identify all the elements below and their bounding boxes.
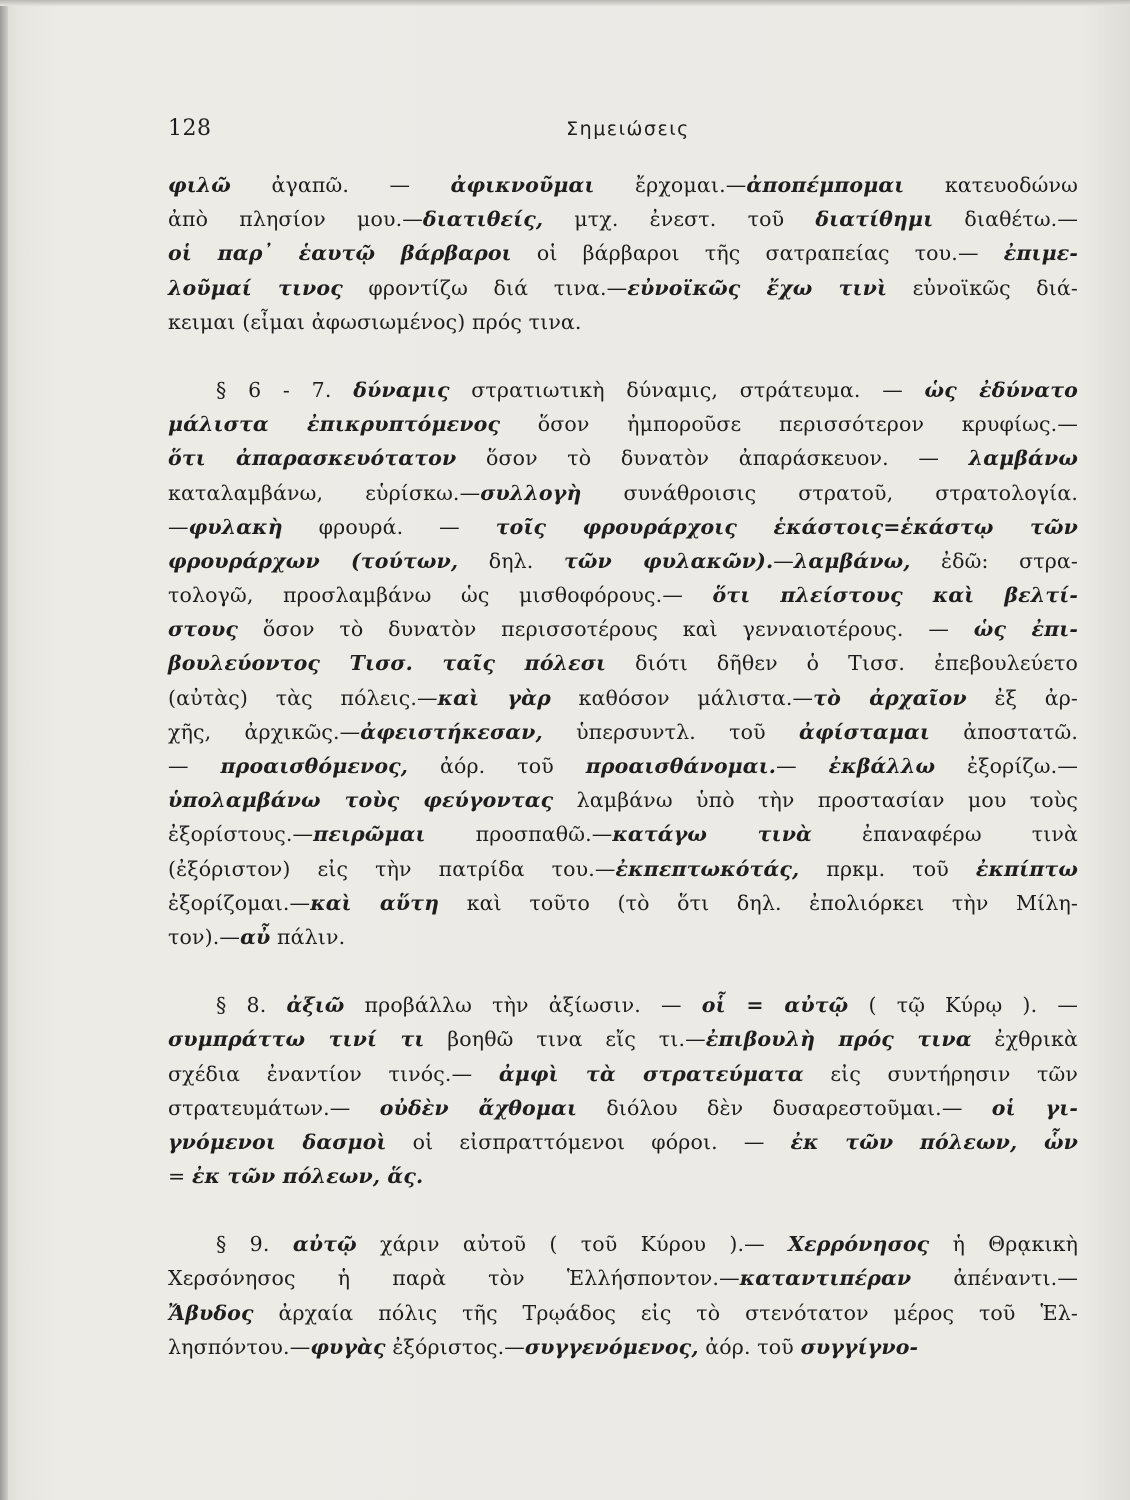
lemma-term: πειρῶμαι (313, 822, 426, 847)
lemma-term: φρουράρχων (τούτων, (168, 548, 459, 573)
lemma-term: κατάγω τινὰ (612, 822, 812, 847)
lemma-term: καὶ γὰρ (437, 685, 551, 710)
text-line (168, 1057, 1078, 1091)
lemma-term: λαμβάνω, (793, 548, 911, 573)
gloss-text: ὅσον τὸ δυνατὸν ἀπαράσκευον. — (456, 446, 969, 471)
gloss-text: = (168, 1164, 192, 1189)
lemma-term: ἐπιβουλὴ πρός τινα (705, 1027, 972, 1052)
text-line (168, 783, 1078, 817)
gloss-text: — (168, 514, 189, 539)
lemma-term: ἀφίσταμαι (799, 719, 930, 744)
lemma-term: συμπράττω τινί τι (168, 1027, 425, 1052)
lemma-term: διατιθείς, (422, 207, 544, 232)
lemma-term: οὐδὲν ἄχθομαι (379, 1095, 578, 1120)
text-line (168, 852, 1078, 886)
lemma-term: ἐπιμε- (1003, 241, 1078, 266)
gloss-text: ἀρχαία πόλις τῆς Τρῳάδος εἰς τὸ στενότατον μέρος τοῦ Ἑλ- (253, 1300, 1078, 1325)
gloss-text: ἐπαναφέρω τινὰ (812, 822, 1079, 847)
gloss-text: κειμαι (εἶμαι ἀφωσιωμένος) πρός τινα. (168, 309, 582, 334)
gloss-text: § 6 - 7. (216, 377, 354, 402)
gloss-text: λησπόντου.— (168, 1334, 311, 1359)
paragraph (168, 988, 1078, 1193)
gloss-text: βοηθῶ τινα εἴς τι.— (424, 1027, 706, 1052)
text-line (168, 646, 1078, 680)
gloss-text: εὐνοϊκῶς διά- (887, 275, 1078, 300)
text-line (168, 715, 1078, 749)
lemma-term: δύναμις (353, 377, 450, 402)
gloss-text: διότι δῆθεν ὁ Τισσ. ἐπεβουλεύετο (606, 651, 1078, 676)
lemma-term: ἀφειστήκεσαν, (360, 719, 543, 744)
lemma-term: προαισθόμενος, (220, 754, 409, 778)
gloss-text: δηλ. (458, 548, 564, 573)
page-edge-left (0, 0, 8, 1500)
gloss-text: ἐξ ἀρ- (966, 685, 1078, 710)
lemma-term: συγγενόμενος, (524, 1334, 699, 1359)
text-line (168, 476, 1078, 510)
paragraph (168, 168, 1078, 339)
gloss-text: — (168, 754, 221, 778)
page-number: 128 (168, 116, 212, 141)
text-line (168, 886, 1078, 920)
text-line (168, 373, 1078, 407)
lemma-term: ἀποπέμπομαι (746, 173, 905, 197)
gloss-text: καταλαμβάνω, εὑρίσκω.— (168, 480, 481, 505)
lemma-term: ὑπολαμβάνω τοὺς φεύγοντας (168, 788, 554, 813)
paragraph-gap (168, 954, 1078, 988)
lemma-term: τοῖς φρουράρχοις ἑκάστοις=ἑκάστῳ τῶν (495, 514, 1079, 539)
lemma-term: ἐκβάλλω (828, 754, 936, 778)
lemma-term: λαμβάνω (968, 446, 1079, 471)
paragraph (168, 373, 1078, 954)
gloss-text: ἐξορίζω.— (935, 754, 1078, 778)
page-edge-top (0, 0, 1130, 6)
gloss-text: φροντίζω διά τινα.— (342, 275, 628, 300)
lemma-term: τῶν φυλακῶν). (563, 548, 774, 573)
gloss-text: διόλου δὲν δυσαρεστοῦμαι.— (577, 1095, 992, 1120)
gloss-text: Χερσόνησος ἡ παρὰ τὸν Ἑλλήσποντον.— (168, 1266, 740, 1291)
gloss-text: καὶ τοῦτο (τὸ ὅτι δηλ. ἐπολιόρκει τὴν Μίλη- (439, 890, 1078, 915)
gloss-text: ἐξόριστος.— (385, 1334, 525, 1359)
text-line (168, 1091, 1078, 1125)
gloss-text: κατευοδώνω (904, 173, 1078, 197)
gloss-text: — (776, 754, 829, 778)
gloss-text: λαμβάνω ὑπὸ τὴν προστασίαν μου τοὺς (553, 788, 1079, 813)
lemma-term: ἐκ τῶν πόλεων, ὧν (790, 1129, 1078, 1154)
gloss-text: τον).— (168, 924, 241, 949)
lemma-term: Χερρόνησος (788, 1232, 930, 1257)
gloss-text: φρουρά. — (282, 514, 496, 539)
gloss-text: σχέδια ἐναντίον τινός.— (168, 1061, 499, 1086)
gloss-text: ἀπὸ πλησίον μου.— (168, 207, 423, 232)
gloss-text: συνάθροισις στρατοῦ, στρατολογία. (581, 480, 1078, 505)
gloss-text: οἱ εἰσπραττόμενοι φόροι. — (386, 1129, 791, 1154)
gloss-text: (αὐτὰς) τὰς πόλεις.— (168, 685, 438, 710)
text-line (168, 749, 1078, 783)
gloss-text: § 8. (216, 993, 287, 1018)
gloss-text: ἀόρ. τοῦ (408, 754, 586, 778)
gloss-text: — (773, 548, 794, 573)
text-line (168, 202, 1078, 236)
text-line (168, 1330, 1078, 1364)
page-header (168, 116, 1078, 148)
text-line (168, 271, 1078, 305)
lemma-term: ὅτι πλείστους καὶ βελτί- (712, 583, 1078, 608)
text-line (168, 544, 1078, 578)
gloss-text: (ἐξόριστον) εἰς τὴν πατρίδα του.— (168, 856, 616, 881)
lemma-term: φυλακὴ (188, 514, 283, 539)
lemma-term: οἷ = αὐτῷ (701, 993, 849, 1018)
lemma-term: στους (168, 617, 239, 642)
page-body (168, 168, 1078, 1364)
gloss-text: ὅσον τὸ δυνατὸν περισσοτέρους καὶ γενναιοτέρους. — (238, 617, 974, 642)
gloss-text: οἱ βάρβαροι τῆς σατραπείας του.— (511, 241, 1004, 266)
gloss-text: ἡ Θρᾳκικὴ (929, 1232, 1079, 1257)
lemma-term: ἀμφὶ τὰ στρατεύματα (498, 1061, 804, 1086)
lemma-term: μάλιστα ἐπικρυπτόμενος (168, 412, 501, 437)
gloss-text: ἐδῶ: στρα- (910, 548, 1078, 573)
text-line (168, 441, 1078, 475)
text-line (168, 578, 1078, 612)
text-line (168, 988, 1078, 1022)
lemma-term: γνόμενοι δασμοὶ (168, 1129, 387, 1154)
gloss-text: ὑπερσυντλ. τοῦ (542, 719, 800, 744)
gloss-text: προβάλλω τὴν ἀξίωσιν. — (344, 993, 702, 1018)
lemma-term: φυγὰς (310, 1334, 386, 1359)
lemma-term: οἱ γι- (991, 1095, 1079, 1120)
lemma-term: εὐνοϊκῶς ἔχω τινὶ (627, 275, 888, 300)
gloss-text: ( τῷ Κύρῳ ). — (848, 993, 1078, 1018)
text-line (168, 1227, 1078, 1261)
text-line (168, 305, 1078, 339)
paragraph (168, 1227, 1078, 1364)
lemma-term: οἱ παρ᾽ ἑαυτῷ βάρβαροι (168, 241, 512, 266)
lemma-term: αὐτῷ (292, 1232, 357, 1257)
lemma-term: ἀξιῶ (286, 993, 345, 1018)
text-line (168, 168, 1078, 202)
text-line (168, 510, 1078, 544)
gloss-text: στρατευμάτων.— (168, 1095, 380, 1120)
lemma-term: ὡς ἐπι- (973, 617, 1078, 642)
lemma-term: συλλογὴ (480, 480, 582, 505)
gloss-text: στρατιωτικὴ δύναμις, στράτευμα. — (449, 377, 925, 402)
text-line (168, 612, 1078, 646)
gloss-text: πρκμ. τοῦ (799, 856, 976, 881)
text-line (168, 236, 1078, 270)
gloss-text: ἀγαπῶ. — (230, 173, 451, 197)
gloss-text: ὅσον ἠμποροῦσε περισσότερον κρυφίως.— (500, 412, 1079, 437)
lemma-term: καὶ αὕτη (310, 890, 440, 915)
lemma-term: συγγίγνο- (800, 1334, 919, 1359)
gloss-text: ἐξορίζομαι.— (168, 890, 311, 915)
lemma-term: ὅτι ἀπαρασκευότατον (168, 446, 457, 471)
text-line (168, 681, 1078, 715)
text-line (168, 1022, 1078, 1056)
lemma-term: βουλεύοντος Τισσ. ταῖς πόλεσι (168, 651, 607, 676)
lemma-term: λοῦμαί τινος (168, 275, 343, 300)
lemma-term: τὸ ἀρχαῖον (813, 685, 967, 710)
lemma-term: διατίθημι (815, 207, 934, 232)
gloss-text: ἔρχομαι.— (594, 173, 747, 197)
lemma-term: ἐκπίπτω (975, 856, 1078, 881)
running-head: Σημειώσεις (566, 118, 690, 140)
gloss-text: εἰς συντήρησιν τῶν (803, 1061, 1078, 1086)
gloss-text: προσπαθῶ.— (425, 822, 613, 847)
gloss-text: χάριν αὐτοῦ ( τοῦ Κύρου ).— (356, 1232, 789, 1257)
gloss-text: διαθέτω.— (933, 207, 1079, 232)
text-line (168, 817, 1078, 851)
gloss-text: ἐχθρικὰ (971, 1027, 1078, 1052)
paragraph-gap (168, 339, 1078, 373)
gloss-text: χῆς, ἀρχικῶς.— (168, 719, 361, 744)
lemma-term: φιλῶ (168, 173, 231, 197)
paragraph-gap (168, 1193, 1078, 1227)
gloss-text: § 9. (216, 1232, 293, 1257)
text-line (168, 407, 1078, 441)
gloss-text: καθόσον μάλιστα.— (550, 685, 814, 710)
text-line (168, 920, 1078, 954)
gloss-text: ἀόρ. τοῦ (698, 1334, 801, 1359)
lemma-term: ἀφικνοῦμαι (450, 173, 595, 197)
gloss-text: πάλιν. (270, 924, 346, 949)
lemma-term: αὖ (240, 924, 271, 949)
text-line (168, 1261, 1078, 1295)
lemma-term: προαισθάνομαι. (585, 754, 777, 778)
lemma-term: Ἄβυδος (168, 1300, 254, 1325)
gloss-text: ἀποστατῶ. (930, 719, 1078, 744)
lemma-term: ἐκπεπτωκότάς, (615, 856, 800, 881)
gloss-text: ἀπέναντι.— (911, 1266, 1078, 1291)
gloss-text: τολογῶ, προσλαμβάνω ὡς μισθοφόρους.— (168, 583, 713, 608)
lemma-term: ἐκ τῶν πόλεων, ἅς. (192, 1164, 424, 1189)
text-line (168, 1296, 1078, 1330)
text-line (168, 1159, 1078, 1193)
lemma-term: ὡς ἐδύνατο (924, 377, 1078, 402)
gloss-text: ἐξορίστους.— (168, 822, 314, 847)
gloss-text: μτχ. ἐνεστ. τοῦ (543, 207, 816, 232)
text-line (168, 1125, 1078, 1159)
lemma-term: καταντιπέραν (739, 1266, 912, 1291)
